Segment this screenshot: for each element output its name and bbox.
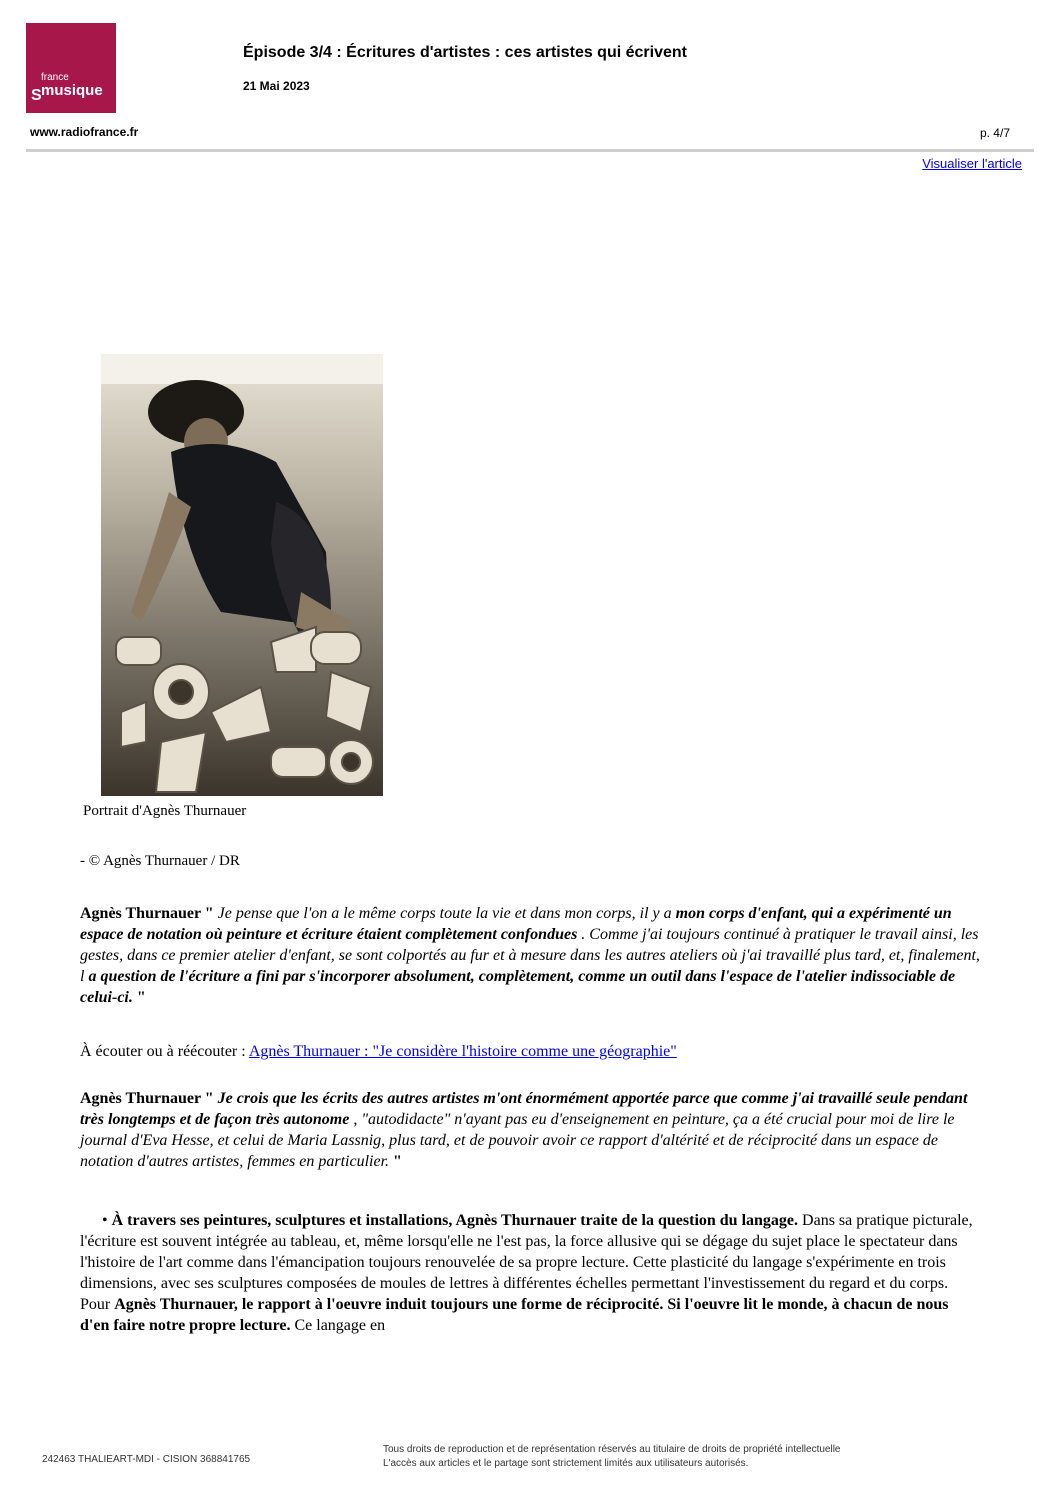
footer-rights-line-1: Tous droits de reproduction et de représentation réservés au titulaire de droits de propriété intellectuelle [383,1444,841,1455]
quote-close: " [132,989,146,1006]
view-article-link[interactable]: Visualiser l'article [922,156,1022,171]
footer-rights-line-2: L'accès aux articles et le partage sont strictement limités aux utilisateurs autorisés. [383,1458,749,1469]
logo-line-1: france [41,72,69,83]
france-musique-logo [26,23,116,113]
bullet-marker: • [102,1212,108,1229]
bullet-lead: À travers ses peintures, sculptures et installations, Agnès Thurnauer traite de la question du langage. [111,1212,799,1229]
bullet-paragraph [80,1210,980,1336]
quote-paragraph-1 [80,903,980,1008]
bullet-text-end: Ce langage en [290,1317,386,1334]
quote-speaker: Agnès Thurnauer " [80,1090,214,1107]
header-divider [26,149,1034,152]
logo-mark-icon: S [31,87,42,104]
photo-credit: - © Agnès Thurnauer / DR [80,853,240,869]
quote-paragraph-2 [80,1088,980,1172]
quote-emphasis: a question de l'écriture a fini par s'incorporer absolument, complètement, comme un outil dans l'espace de l'atelier indissociable de celui-ci. [80,968,956,1006]
page-number: p. 4/7 [979,126,1010,140]
quote-text: , "autodidacte" n'ayant pas eu d'enseignement en peinture, ça a été crucial pour moi de lire le journal d'Eva Hesse, et celui de Maria Lassnig, plus tard, et de pouvoir avoir ce rapport d'altérité et de réciprocité dans un espace de notation d'autres artistes, femmes en particulier. [80,1111,955,1170]
podcast-link[interactable]: Agnès Thurnauer : "Je considère l'histoire comme une géographie" [248,1043,677,1060]
footer-reference: 242463 THALIEART-MDI - CISION 368841765 [42,1454,251,1465]
quote-speaker: Agnès Thurnauer " [80,905,214,922]
quote-emphasis: Je crois que les écrits des autres artistes m'ont énormément apportée parce que comme j'ai travaillé seule pendant très longtemps et de façon très autonome [80,1090,968,1128]
article-date: 21 Mai 2023 [243,79,310,93]
photo-caption: Portrait d'Agnès Thurnauer [83,803,247,819]
footer-rights [383,1443,841,1471]
article-title: Épisode 3/4 : Écritures d'artistes : ces artistes qui écrivent [243,44,687,61]
listen-prefix: À écouter ou à réécouter : [80,1043,249,1060]
quote-emphasis: mon corps d'enfant, qui a expérimenté un espace de notation où peinture et écriture étaient complètement confondues [80,905,952,943]
portrait-photo [101,292,383,796]
source-site: www.radiofrance.fr [30,125,139,139]
listen-line [80,1041,980,1062]
quote-text: Je pense que l'on a le même corps toute la vie et dans mon corps, il y a [213,905,676,922]
bullet-emphasis: Agnès Thurnauer, le rapport à l'oeuvre induit toujours une forme de réciprocité. Si l'oeuvre lit le monde, à chacun de nous d'en faire notre propre lecture. [80,1296,949,1334]
logo-line-2: musique [41,82,103,99]
bullet-text: Dans sa pratique picturale, l'écriture est souvent intégrée au tableau, et, même lorsqu'elle ne l'est pas, la force allusive qui se dégage du sujet place le spectateur dans l'histoire de l'art comme dans l'émancipation toujours renouvelée de sa propre lecture. Cette plasticité du langage s'expérimente en trois dimensions, avec ses sculptures composées de moules de lettres à différentes échelles permettant l'investissement du regard et du corps. Pour [80,1212,973,1313]
quote-close: " [389,1153,402,1170]
quote-text: . Comme j'ai toujours continué à pratiquer le travail ainsi, les gestes, dans ce premier atelier d'enfant, se sont colportés au fur et à mesure dans les autres ateliers où j'ai travaillé plus tard, et, finalement, l [80,926,980,985]
